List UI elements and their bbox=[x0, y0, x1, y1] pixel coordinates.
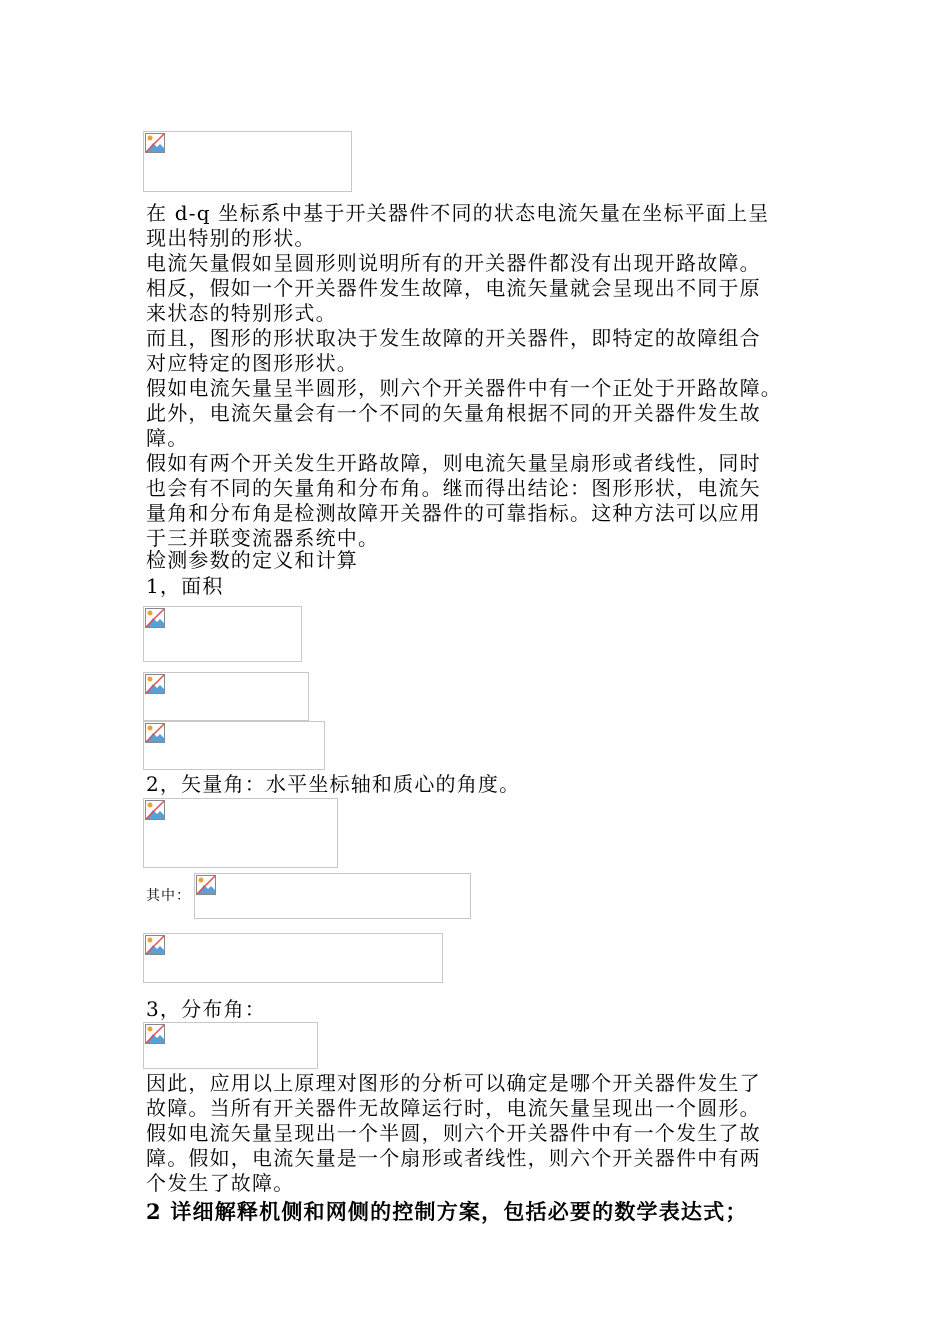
broken-image-icon bbox=[196, 875, 216, 895]
where-label: 其中： bbox=[146, 888, 191, 904]
broken-image-icon bbox=[145, 133, 165, 153]
paragraph-conclusion-line5: 个发生了故障。 bbox=[146, 1171, 295, 1195]
broken-image-icon bbox=[145, 800, 165, 820]
broken-image-icon bbox=[145, 674, 165, 694]
image-placeholder-5 bbox=[143, 798, 338, 868]
section-heading-control-scheme: 2 详细解释机侧和网侧的控制方案，包括必要的数学表达式； bbox=[146, 1199, 748, 1224]
paragraph-conclusion-line4: 障。假如，电流矢量是一个扇形或者线性，则六个开关器件中有两 bbox=[146, 1146, 761, 1170]
paragraph-two-faults-line1: 假如有两个开关发生开路故障，则电流矢量呈扇形或者线性，同时 bbox=[146, 451, 761, 475]
broken-image-icon bbox=[145, 1024, 165, 1044]
paragraph-conclusion-line2: 故障。当所有开关器件无故障运行时，电流矢量呈现出一个圆形。 bbox=[146, 1096, 761, 1120]
broken-image-icon bbox=[145, 935, 165, 955]
image-placeholder-6 bbox=[194, 873, 471, 919]
paragraph-circle: 电流矢量假如呈圆形则说明所有的开关器件都没有出现开路故障。 bbox=[146, 251, 761, 275]
paragraph-vector-angle-line1: 此外，电流矢量会有一个不同的矢量角根据不同的开关器件发生故 bbox=[146, 401, 761, 425]
paragraph-shape-line1: 而且，图形的形状取决于发生故障的开关器件，即特定的故障组合 bbox=[146, 326, 761, 350]
paragraph-conclusion-line3: 假如电流矢量呈现出一个半圆，则六个开关器件中有一个发生了故 bbox=[146, 1121, 761, 1145]
image-placeholder-1 bbox=[143, 131, 352, 192]
paragraph-shape-line2: 对应特定的图形形状。 bbox=[146, 351, 358, 375]
image-placeholder-2 bbox=[143, 606, 302, 662]
paragraph-two-faults-line3: 量角和分布角是检测故障开关器件的可靠指标。这种方法可以应用 bbox=[146, 501, 761, 525]
paragraph-dq-intro-line1: 在 d-q 坐标系中基于开关器件不同的状态电流矢量在坐标平面上呈 bbox=[146, 201, 770, 225]
image-placeholder-3 bbox=[143, 672, 309, 721]
image-placeholder-4 bbox=[143, 721, 325, 770]
item-distribution-angle: 3，分布角： bbox=[146, 997, 266, 1021]
image-placeholder-8 bbox=[143, 1022, 318, 1069]
paragraph-conclusion-line1: 因此，应用以上原理对图形的分析可以确定是哪个开关器件发生了 bbox=[146, 1071, 761, 1095]
paragraph-contrary-line2: 来状态的特别形式。 bbox=[146, 301, 337, 325]
paragraph-two-faults-line2: 也会有不同的矢量角和分布角。继而得出结论：图形形状，电流矢 bbox=[146, 476, 761, 500]
item-area: 1，面积 bbox=[146, 574, 224, 598]
item-vector-angle: 2，矢量角：水平坐标轴和质心的角度。 bbox=[146, 772, 521, 796]
paragraph-contrary-line1: 相反，假如一个开关器件发生故障，电流矢量就会呈现出不同于原 bbox=[146, 276, 761, 300]
section-title-detection-params: 检测参数的定义和计算 bbox=[146, 548, 358, 572]
paragraph-semicircle: 假如电流矢量呈半圆形，则六个开关器件中有一个正处于开路故障。 bbox=[146, 376, 782, 400]
broken-image-icon bbox=[145, 608, 165, 628]
image-placeholder-7 bbox=[143, 933, 443, 983]
paragraph-vector-angle-line2: 障。 bbox=[146, 426, 189, 450]
broken-image-icon bbox=[145, 723, 165, 743]
paragraph-dq-intro-line2: 现出特别的形状。 bbox=[146, 226, 316, 250]
paragraph-two-faults-line4: 于三并联变流器系统中。 bbox=[146, 526, 380, 550]
